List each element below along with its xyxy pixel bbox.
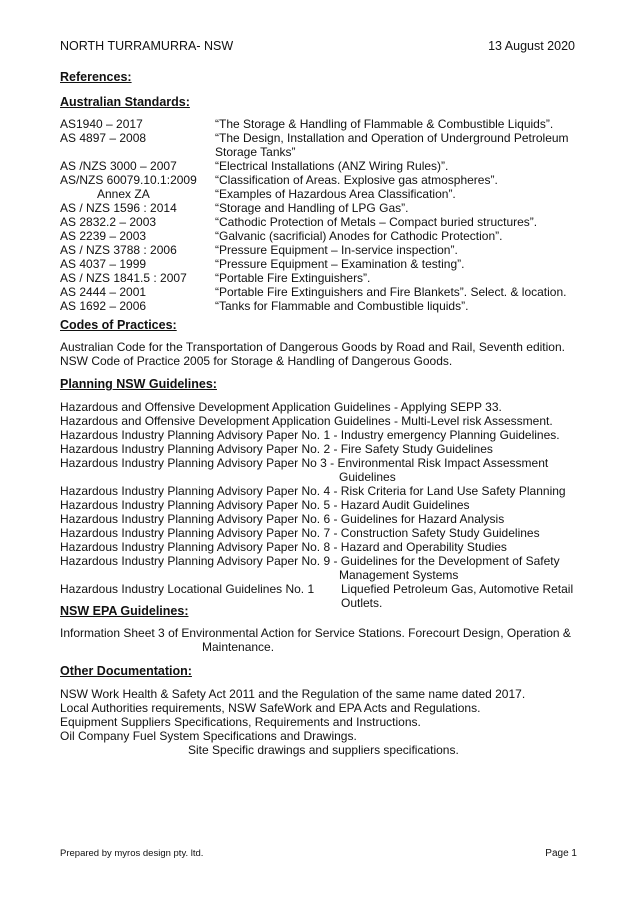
- list-item: [60, 299, 580, 313]
- standard-code: AS / NZS 1841.5 : 2007: [60, 271, 187, 285]
- standard-code: AS 4037 – 1999: [60, 257, 147, 271]
- header-location: NORTH TURRAMURRA- NSW: [60, 39, 234, 53]
- standard-code: AS 4897 – 2008: [60, 131, 147, 145]
- standard-title: “Classification of Areas. Explosive gas atmospheres”.: [215, 173, 498, 187]
- list-item: [60, 117, 580, 131]
- list-item: [60, 215, 580, 229]
- standard-title: “Portable Fire Extinguishers”.: [215, 271, 371, 285]
- footer-page-number: Page 1: [545, 848, 577, 859]
- standard-code: AS 2239 – 2003: [60, 229, 147, 243]
- list-item: [60, 285, 580, 299]
- other-documentation-heading: Other Documentation:: [60, 664, 192, 678]
- standard-title: “Electrical Installations (ANZ Wiring Rules)”.: [215, 159, 449, 173]
- guideline-subject: Liquefied Petroleum Gas, Automotive Retail Outlets.: [341, 582, 574, 610]
- standard-title: “Storage and Handling of LPG Gas”.: [215, 201, 409, 215]
- standard-code: AS1940 – 2017: [60, 117, 143, 131]
- standard-title: “The Storage & Handling of Flammable & Combustible Liquids”.: [215, 117, 554, 131]
- list-item: [60, 243, 580, 257]
- text-line: Equipment Suppliers Specifications, Requirements and Instructions.: [60, 715, 421, 729]
- header-date: 13 August 2020: [488, 39, 575, 53]
- standard-code: AS 2444 – 2001: [60, 285, 147, 299]
- codes-of-practices-text: [60, 340, 585, 368]
- list-item: [60, 187, 580, 201]
- footer-prepared-by: Prepared by myros design pty. ltd.: [60, 848, 204, 859]
- nsw-epa-text: [60, 626, 585, 654]
- text-line: Hazardous Industry Planning Advisory Paper No. 7 - Construction Safety Study Guidelines: [60, 526, 540, 540]
- codes-of-practices-heading: Codes of Practices:: [60, 318, 177, 332]
- standard-title: “Portable Fire Extinguishers and Fire Blankets”. Select. & location.: [215, 285, 567, 299]
- text-line: Hazardous Industry Planning Advisory Paper No. 6 - Guidelines for Hazard Analysis: [60, 512, 505, 526]
- text-line: Hazardous Industry Planning Advisory Paper No 3 - Environmental Risk Impact Assessment: [60, 456, 549, 470]
- list-item: [60, 271, 580, 285]
- text-line: Management Systems: [339, 568, 459, 582]
- planning-nsw-text: [60, 400, 585, 610]
- text-line: Australian Code for the Transportation of Dangerous Goods by Road and Rail, Seventh edition.: [60, 340, 565, 354]
- list-item: [60, 173, 580, 187]
- guideline-name: Hazardous Industry Locational Guidelines No. 1: [60, 582, 315, 596]
- standard-code: AS /NZS 3000 – 2007: [60, 159, 177, 173]
- standard-title: “Pressure Equipment – Examination & testing”.: [215, 257, 465, 271]
- other-documentation-text: [60, 687, 585, 757]
- text-line: Maintenance.: [202, 640, 275, 654]
- standard-code: AS / NZS 1596 : 2014: [60, 201, 177, 215]
- list-item: [60, 257, 580, 271]
- list-item: [60, 159, 580, 173]
- text-line: Hazardous Industry Planning Advisory Paper No. 5 - Hazard Audit Guidelines: [60, 498, 470, 512]
- text-line: Guidelines: [339, 470, 396, 484]
- text-line: Hazardous Industry Planning Advisory Paper No. 1 - Industry emergency Planning Guidelines.: [60, 428, 560, 442]
- standard-title: “Examples of Hazardous Area Classification”.: [215, 187, 456, 201]
- references-heading: References:: [60, 70, 132, 84]
- text-line: Local Authorities requirements, NSW SafeWork and EPA Acts and Regulations.: [60, 701, 481, 715]
- text-line: Hazardous Industry Planning Advisory Paper No. 4 - Risk Criteria for Land Use Safety Planning: [60, 484, 566, 498]
- list-item: [60, 131, 580, 159]
- text-line: Hazardous Industry Planning Advisory Paper No. 2 - Fire Safety Study Guidelines: [60, 442, 493, 456]
- australian-standards-heading: Australian Standards:: [60, 95, 190, 109]
- standard-title: “Pressure Equipment – In-service inspection”.: [215, 243, 458, 257]
- list-item: [60, 229, 580, 243]
- standard-code: Annex ZA: [97, 187, 150, 201]
- standard-code: AS 2832.2 – 2003: [60, 215, 157, 229]
- text-line: NSW Work Health & Safety Act 2011 and the Regulation of the same name dated 2017.: [60, 687, 526, 701]
- standard-code: AS 1692 – 2006: [60, 299, 147, 313]
- text-line: Information Sheet 3 of Environmental Action for Service Stations. Forecourt Design, Operation &: [60, 626, 571, 640]
- text-line: Site Specific drawings and suppliers specifications.: [188, 743, 459, 757]
- text-line: Hazardous Industry Planning Advisory Paper No. 9 - Guidelines for the Development of Safety: [60, 554, 560, 568]
- standard-title: “Tanks for Flammable and Combustible liquids”.: [215, 299, 469, 313]
- text-line: Hazardous and Offensive Development Application Guidelines - Applying SEPP 33.: [60, 400, 502, 414]
- standards-list: [60, 117, 580, 313]
- text-line: Hazardous and Offensive Development Application Guidelines - Multi-Level risk Assessment.: [60, 414, 553, 428]
- planning-nsw-heading: Planning NSW Guidelines:: [60, 377, 217, 391]
- standard-title: “Galvanic (sacrificial) Anodes for Cathodic Protection”.: [215, 229, 503, 243]
- standard-title: “The Design, Installation and Operation of Underground Petroleum Storage Tanks”: [215, 131, 569, 159]
- text-line: Oil Company Fuel System Specifications and Drawings.: [60, 729, 357, 743]
- list-item: [60, 201, 580, 215]
- text-line: NSW Code of Practice 2005 for Storage & Handling of Dangerous Goods.: [60, 354, 453, 368]
- standard-code: AS / NZS 3788 : 2006: [60, 243, 177, 257]
- standard-title: “Cathodic Protection of Metals – Compact buried structures”.: [215, 215, 538, 229]
- standard-code: AS/NZS 60079.10.1:2009: [60, 173, 197, 187]
- nsw-epa-heading: NSW EPA Guidelines:: [60, 604, 189, 618]
- text-line: Hazardous Industry Planning Advisory Paper No. 8 - Hazard and Operability Studies: [60, 540, 507, 554]
